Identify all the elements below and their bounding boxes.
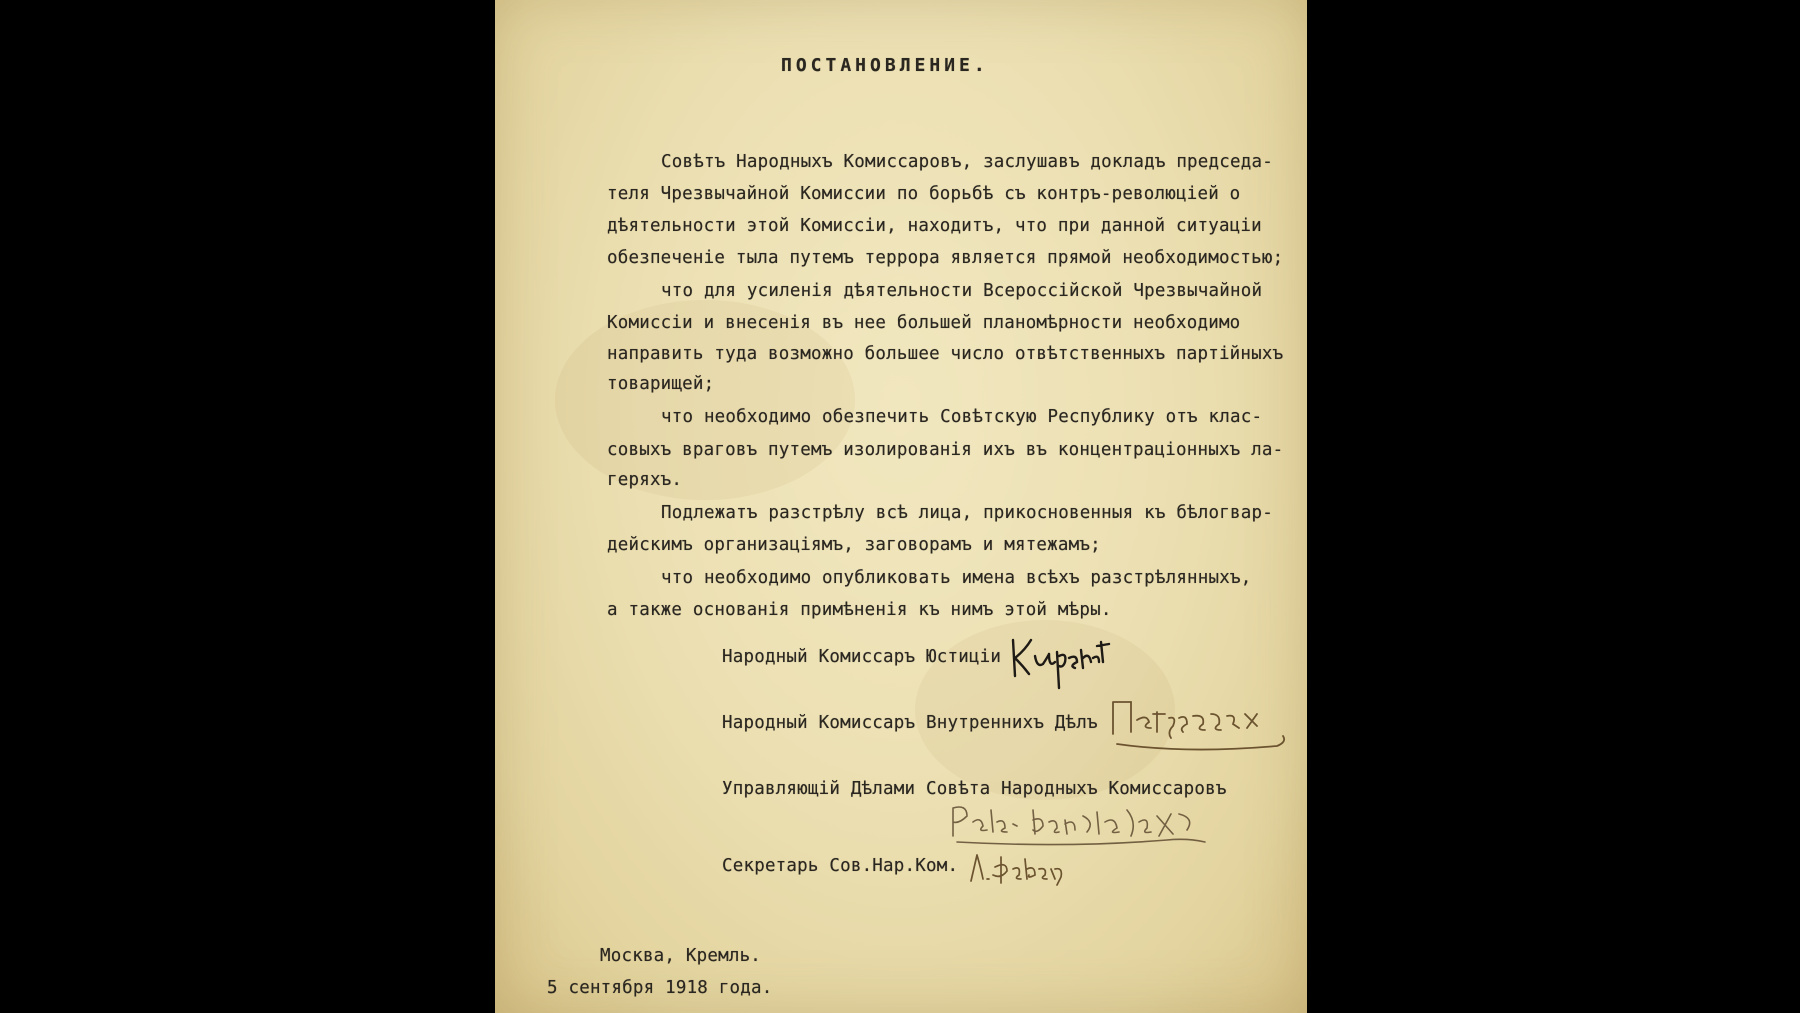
paragraph-line: Комиссiи и внесенiя въ нее большей планомѣрности необходимо <box>607 313 1241 333</box>
paragraph-line: товарищей; <box>607 374 715 394</box>
paragraph-line: геряхъ. <box>607 470 683 490</box>
document-page <box>495 0 1307 1013</box>
paragraph-line: Совѣтъ Народныхъ Комиссаровъ, заслушавъ докладъ председа- <box>661 152 1273 172</box>
paragraph-line: направить туда возможно большее число отвѣтственныхъ партiйныхъ <box>607 344 1284 364</box>
paragraph-line: а также основанiя примѣненiя къ нимъ этой мѣры. <box>607 600 1112 620</box>
paragraph-line: что для усиленiя дѣятельности Всероссiйской Чрезвычайной <box>661 281 1263 301</box>
paragraph-line: что необходимо опубликовать имена всѣхъ разстрѣлянныхъ, <box>661 568 1252 588</box>
signature-kursky <box>1005 628 1115 698</box>
document-title: ПОСТАНОВЛЕНИЕ. <box>781 55 989 76</box>
paragraph-line: теля Чрезвычайной Комиссии по борьбѣ съ контръ-революцiей о <box>607 184 1241 204</box>
signature-bonch-bruevich <box>947 796 1247 852</box>
document-date: 5 сентября 1918 года. <box>547 978 773 998</box>
paragraph-line: обезпеченiе тыла путемъ террора является прямой необходимостью; <box>607 248 1284 268</box>
signatory-role: Управляющiй Дѣлами Совѣта Народныхъ Комиссаровъ <box>722 779 1227 799</box>
paragraph-line: что необходимо обезпечить Совѣтскую Республику отъ клас- <box>661 407 1263 427</box>
paragraph-line: совыхъ враговъ путемъ изолированiя ихъ въ концентрацiонныхъ ла- <box>607 440 1284 460</box>
signatory-role: Народный Комиссаръ Юстицiи <box>722 647 1002 667</box>
signature-fotieva <box>967 845 1077 887</box>
signature-petrovsky <box>1107 692 1292 762</box>
paragraph-line: Подлежатъ разстрѣлу всѣ лица, прикосновенныя къ бѣлогвар- <box>661 503 1273 523</box>
paragraph-line: дѣятельности этой Комиссiи, находитъ, что при данной ситуацiи <box>607 216 1262 236</box>
document-place: Москва, Кремль. <box>600 946 762 966</box>
paragraph-line: дейскимъ организацiямъ, заговорамъ и мятежамъ; <box>607 535 1101 555</box>
signatory-role: Народный Комиссаръ Внутреннихъ Дѣлъ <box>722 713 1098 733</box>
signatory-role: Секретарь Сов.Нар.Ком. <box>722 856 959 876</box>
